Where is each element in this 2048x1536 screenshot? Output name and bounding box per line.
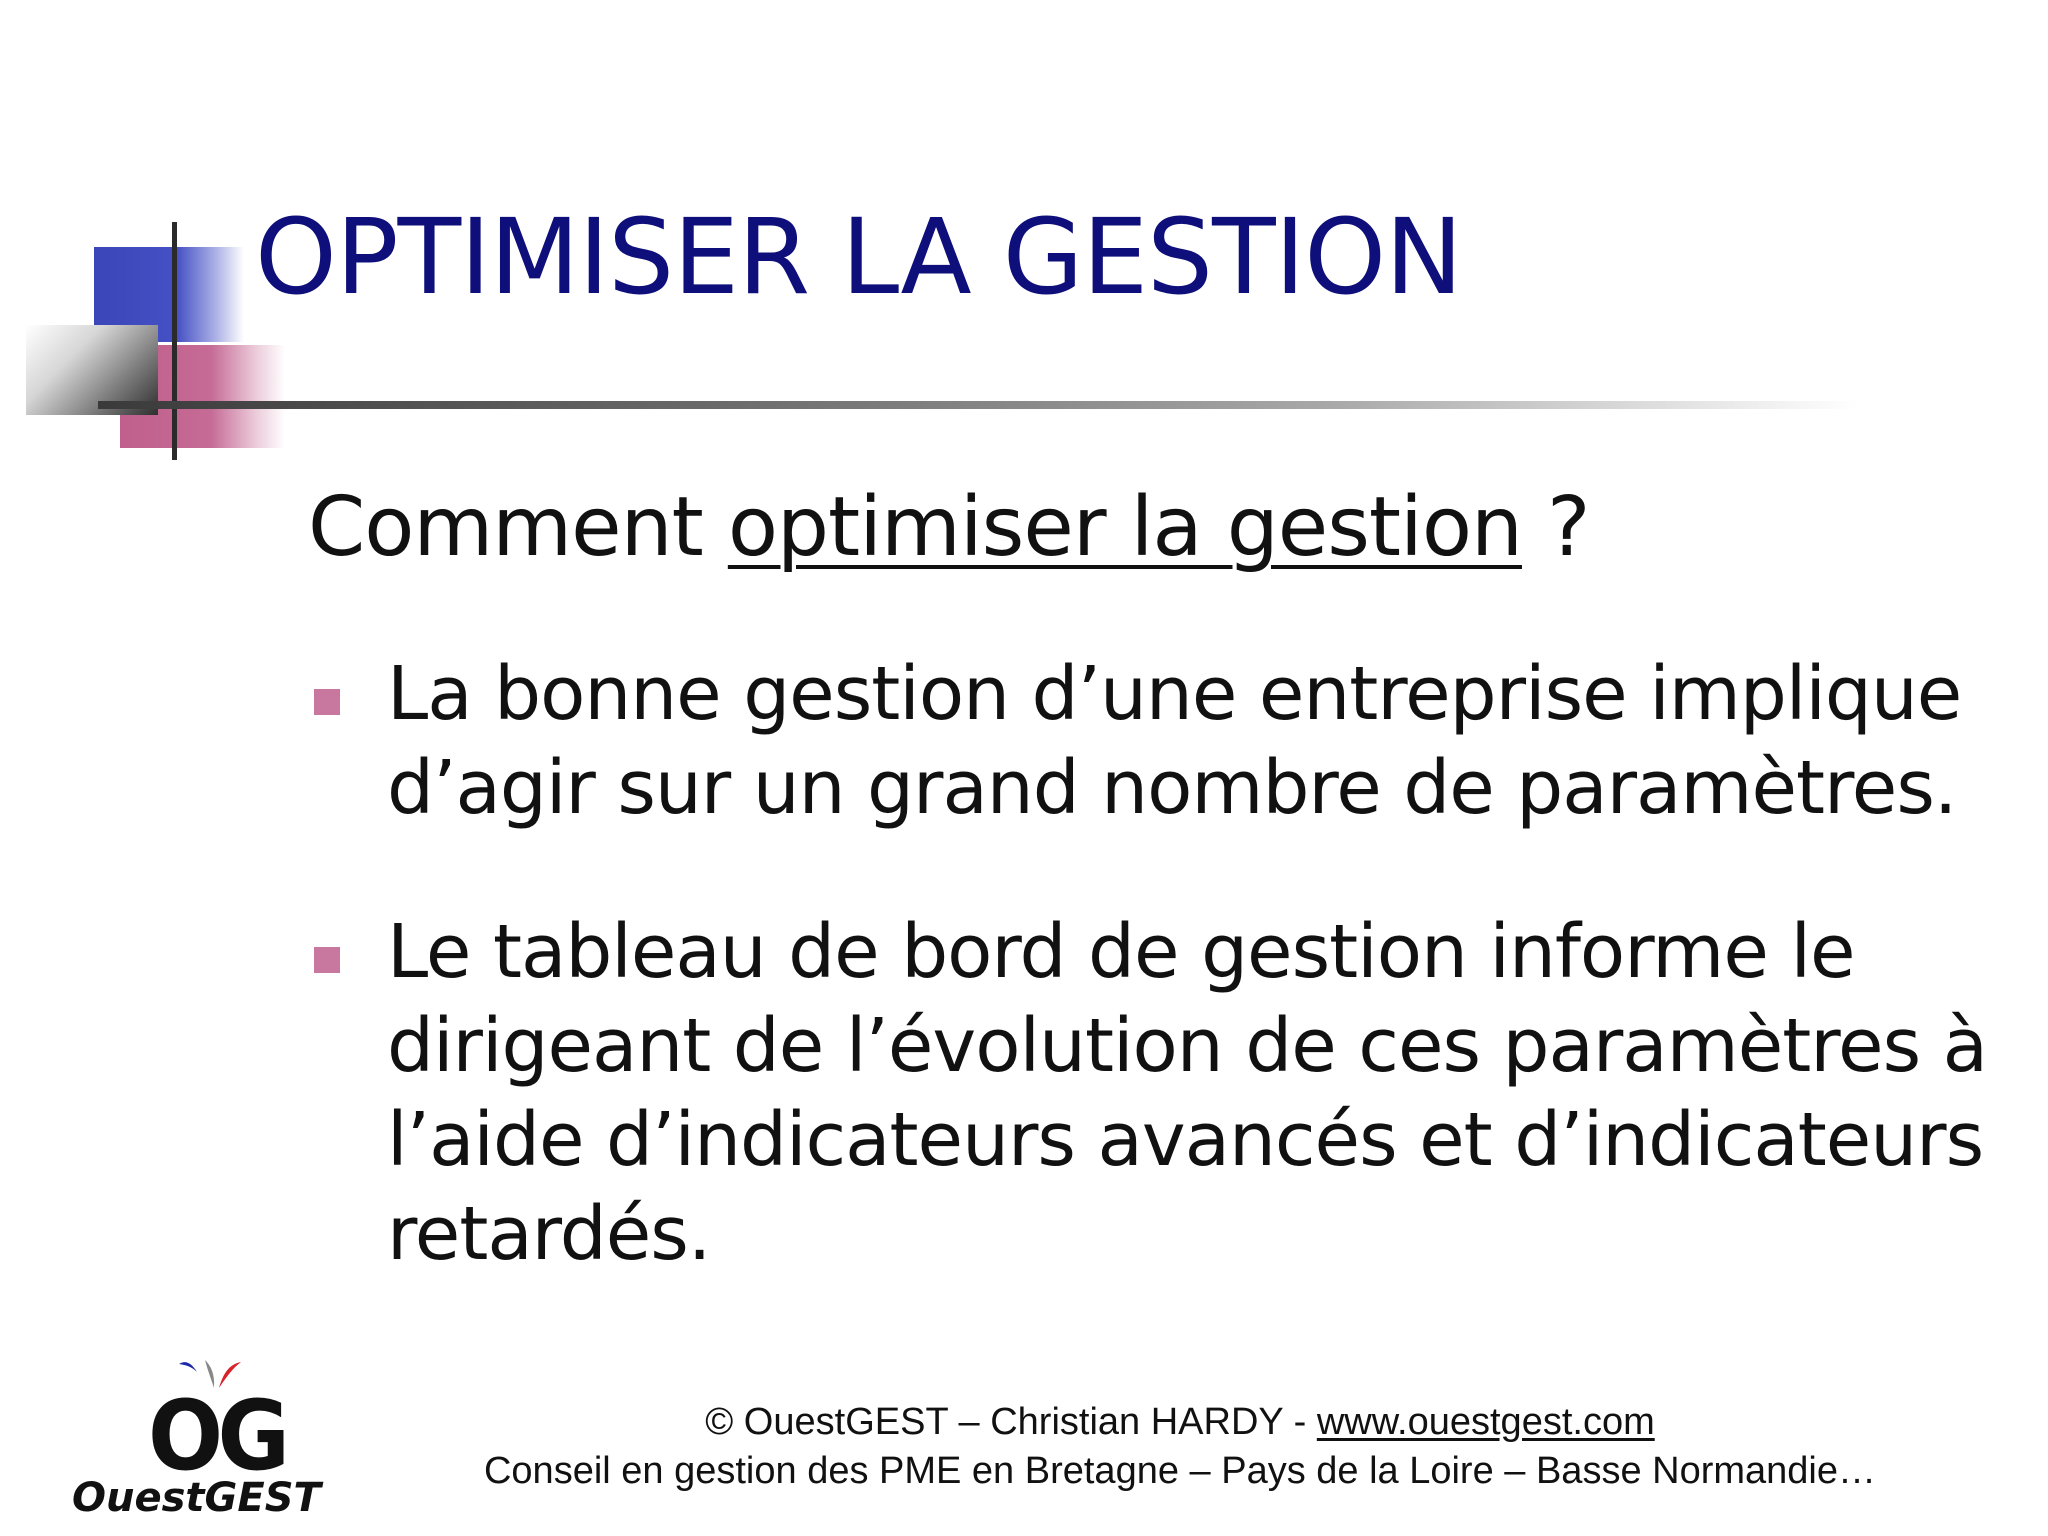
bullet-square-icon xyxy=(314,689,340,715)
decor-vertical-line xyxy=(172,222,177,460)
question-suffix: ? xyxy=(1521,480,1590,575)
logo-letters: OG xyxy=(148,1380,285,1492)
footer xyxy=(430,1398,1930,1496)
bullet-list xyxy=(308,647,2028,1351)
footer-website-link[interactable]: www.ouestgest.com xyxy=(1316,1401,1655,1443)
logo-wordmark: OuestGEST xyxy=(72,1475,321,1521)
question-prefix: Comment xyxy=(308,480,728,575)
question-underlined: optimiser la gestion xyxy=(727,480,1522,575)
bullet-item xyxy=(308,647,2028,835)
decor-horizontal-rule xyxy=(98,401,1858,409)
ouestgest-logo xyxy=(70,1358,352,1521)
bullet-text: Le tableau de bord de gestion informe le dirigeant de l’évolution de ces paramètres à l’aide d’indicateurs avancés et d’indicateurs retardés. xyxy=(387,909,1988,1277)
slide-title: OPTIMISER LA GESTION xyxy=(255,196,1462,318)
footer-line-2: Conseil en gestion des PME en Bretagne – Pays de la Loire – Basse Normandie… xyxy=(483,1450,1876,1492)
footer-copyright: © OuestGEST – Christian HARDY - xyxy=(705,1401,1317,1443)
slide-question xyxy=(308,478,1590,578)
bullet-square-icon xyxy=(314,947,340,973)
bullet-text: La bonne gestion d’une entreprise implique d’agir sur un grand nombre de paramètres. xyxy=(387,651,1962,831)
bullet-item xyxy=(308,905,2028,1281)
footer-line-1 xyxy=(430,1398,1930,1447)
